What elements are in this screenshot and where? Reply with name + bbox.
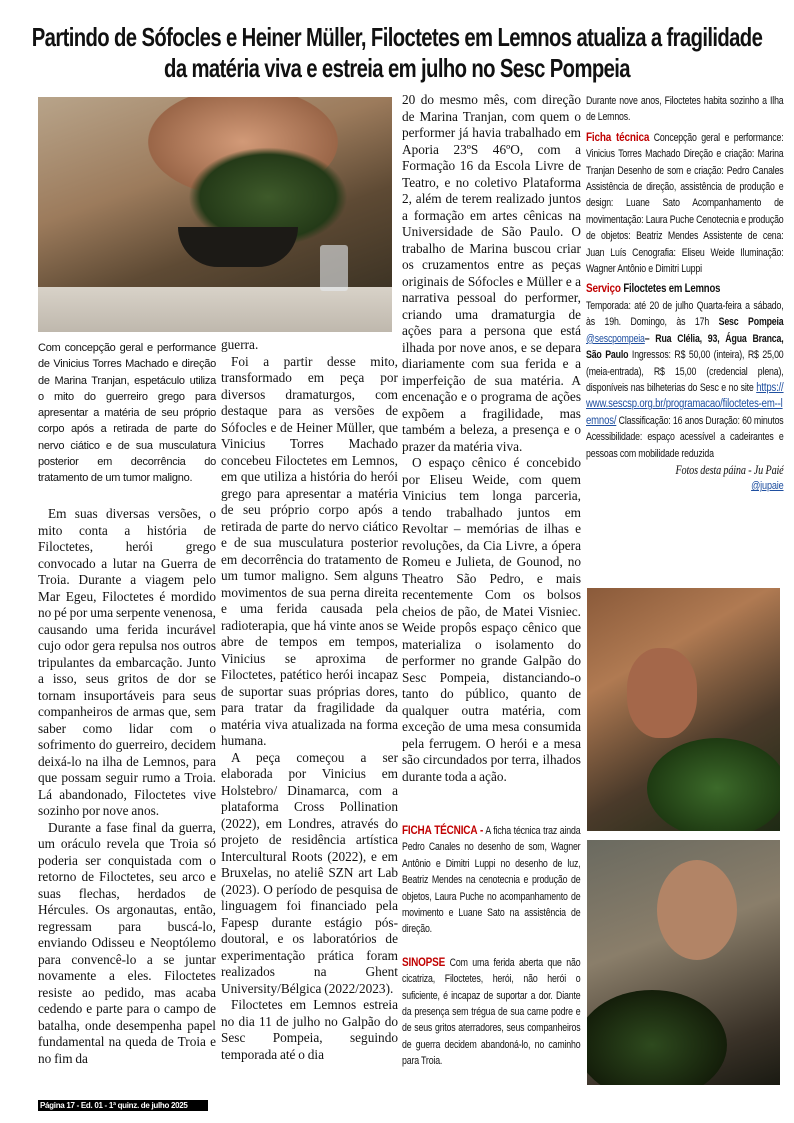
- paragraph: A peça começou a ser elaborada por Vinicius em Holstebro/ Dinamarca, com a plataforma Cross Pollination (2022), em Londres, através do projeto de residência artística Intercultural Roots (2022), e em Bruxelas, no ateliê SZN art Lab (2023). O período de pesquisa de linguagem foi financiado pela Fapesp durante estágio pós-doutoral, e os laboratórios de experimentação prática foram realizados na Ghent University/Bélgica (2022/2023).: [221, 749, 398, 996]
- ficha-extra: [402, 822, 580, 938]
- photo-caption: Com concepção geral e performance de Vinicius Torres Machado e direção de Marina Tranjan, espetáculo utiliza o mito do guerreiro grego para apresentar a matéria de seu próprio corpo após a retirada de parte do nervo ciático e de sua musculatura posterior em decorrência do tratamento de um tumor maligno.: [38, 342, 216, 485]
- servico-details: Classificação: 16 anos Duração: 60 minutos Acessibilidade: espaço acessível a cadeirantes e pessoas com mobilidade reduzida: [586, 414, 784, 460]
- sinopse-text: Com uma ferida aberta que não cicatriza, Filoctetes, herói, não herói o suficiente, é incapaz de suportar a dor. Diante da presença sem trégua de sua carne podre e de seus gritos aterradores, seus companheiros de guerra decidem abandoná-lo, no caminho para Troia.: [402, 956, 581, 1068]
- paragraph: 20 do mesmo mês, com direção de Marina Tranjan, com quem o performer já havia trabalhado em Aporia 23ºS 46ºO, com a Formação 16 da Escola Livre de Teatro, e no coletivo Plataforma 2, além de terem realizado juntos a formação em artes cênicas na Universidade de São Paulo. O trabalho de Marina buscou criar os cruzamentos entre as peças originais de Sófocles e Müller e a narrativa pessoal do performer, criando uma dramaturgia de ações para a persona que está ilhada por nove anos, e se depara diariamente com sua ferida e a imperfeição de sua matéria. A encenação e o programa de ações expõem a fragilidade, mas também a beleza, a presença e o prazer da matéria viva.: [402, 92, 581, 454]
- article-column-3: [402, 92, 581, 785]
- venue-handle-link[interactable]: @sescpompeia: [586, 332, 645, 345]
- servico: [586, 280, 784, 461]
- servico-title: Filoctetes em Lemnos: [620, 283, 721, 296]
- paragraph: Em suas diversas versões, o mito conta a história de Filoctetes, herói grego convocado a lutar na Guerra de Troia. Durante a viagem pelo Mar Egeu, Filoctetes é mordido no pé por uma serpente venenosa, causando uma ferida incurável cujo odor gera repulsa nos outros tripulantes da embarcação. Junto a isso, seus gritos de dor se tornam insuportáveis para seus companheiros de armas que, sem saber como lidar com o sofrimento do guerreiro, decidem deixá-lo na ilha de Lemnos, para que possam seguir rumo a Troia. Lá abandonado, Filoctetes vive sozinho por nove anos.: [38, 506, 216, 818]
- article-column-1: [38, 506, 216, 1067]
- paragraph: Filoctetes em Lemnos estreia no dia 11 de julho no Galpão do Sesc Pompeia, seguindo temporada até o dia: [221, 997, 398, 1062]
- ficha-extra-label: FICHA TÉCNICA -: [402, 823, 484, 837]
- ficha-tecnica: [586, 129, 784, 278]
- performer-photo-table: [38, 97, 392, 332]
- photographer-handle-link[interactable]: @jupaie: [751, 480, 784, 493]
- sinopse-label: SINOPSE: [402, 954, 446, 969]
- servico-label: Serviço: [586, 281, 621, 296]
- ticket-info: Ingressos: R$ 50,00 (inteira), R$ 25,00 (meia-entrada), R$ 15,00 (credencial plena), disponíveis nas bilheterias do Sesc e no site: [586, 349, 784, 394]
- sinopse: [402, 954, 580, 1070]
- paragraph: Foi a partir desse mito, transformado em peça por diversos dramaturgos, com destaque para as versões de Sófocles e de Heiner Müller, que Vinicius Torres Machado concebeu Filoctetes em Lemnos, em que utiliza a história do herói grego para apresentar a matéria de seu próprio corpo após a retirada de parte do nervo ciático e de sua musculatura posterior em decorrência do tratamento de um tumor maligno. Sem alguns movimentos de sua perna direita e uma ferida causada pela radioterapia, que há vinte anos se abre de tempos em tempos, Vinicius se aproxima de Filoctetes, patético herói incapaz de suportar suas próprias dores, para tratar da fragilidade da matéria viva atualizada na forma humana.: [221, 353, 398, 748]
- sidebar-intro: Durante nove anos, Filoctetes habita sozinho a Ilha de Lemnos.: [586, 95, 784, 124]
- ficha-text: Concepção geral e performance: Vinicius Torres Machado Direção e criação: Marina Tranjan Desenho de som e criação: Pedro Canales Assistência de direção, assistência de produção e design: Luane Sato Acompanhamento de movimentação: Laura Puche Cenotecnia e produção de objetos: Beatriz Mendes Assistente de cena: Juan Luís Cenografia: Eliseu Weide Iluminação: Wagner Antônio e Dimitri Luppi: [586, 131, 784, 276]
- ficha-extra-text: A ficha técnica traz ainda Pedro Canales no desenho de som, Wagner Antônio e Dimitri Luppi no desenho de luz, Beatriz Mendes na cenotecnia e produção de objetos, Laura Puche no acompanhamento de movimento e Luane Sato na assistência de direção.: [402, 825, 581, 936]
- address: – Rua Clélia, 93, Água Branca, São Paulo: [586, 332, 784, 362]
- venue: Sesc Pompeia: [718, 316, 784, 329]
- paragraph: guerra.: [221, 337, 259, 352]
- headline: Partindo de Sófocles e Heiner Müller, Filoctetes em Lemnos atualiza a fragilidade da matéria viva e estreia em julho no Sesc Pompeia: [31, 22, 763, 83]
- article-column-2: [221, 337, 398, 1063]
- servico-schedule: Temporada: até 20 de julho Quarta-feira a sábado, às 19h. Domingo, às 17h: [586, 299, 784, 329]
- ticket-url-link[interactable]: https://www.sescsp.org.br/programacao/filoctetes-em--lemnos/: [586, 381, 784, 427]
- photo-credit: Fotos desta páina - Ju Paié: [675, 462, 784, 477]
- performer-photo-water: [587, 588, 780, 831]
- ficha-label: Ficha técnica: [586, 129, 650, 144]
- page-footer: Página 17 - Ed. 01 - 1ª quinz. de julho 2025: [38, 1100, 208, 1111]
- extra-credits: [402, 822, 580, 1070]
- sidebar-info: [586, 93, 784, 495]
- paragraph: O espaço cênico é concebido por Eliseu Weide, com quem Vinicius tem longa parceria, tendo trabalhado juntos em Revoltar – memórias de ilhas e revoluções, da Cia Livre, a ópera Romeu e Julieta, de Gounod, no Theatro São Pedro, e mais recentemente Com os bolsos cheios de pão, de Matei Visniec. Weide propôs espaço cênico que materializa o isolamento do performer no grande Galpão do Sesc Pompeia, distanciando-o tanto do público, quanto de qualquer outra matéria, com exceção de uma mesa consumida pela ferrugem. O herói e a mesa são circundados por terra, ilhados durante toda a ação.: [402, 455, 581, 784]
- paragraph: Durante a fase final da guerra, um oráculo revela que Troia só poderia ser conquistada com o retorno de Filoctetes, seu arco e suas flechas, herdados de Hércules. Os argonautas, então, regressam para buscá-lo, enviando Odisseu e Neoptólemo para convencê-lo a se juntar novamente a eles. Filoctetes resiste ao pedido, mas acaba cedendo e parte para o campo de batalha, onde desempenha papel fundamental na queda de Troia e no fim da: [38, 819, 216, 1066]
- performer-photo-portrait: [587, 840, 780, 1085]
